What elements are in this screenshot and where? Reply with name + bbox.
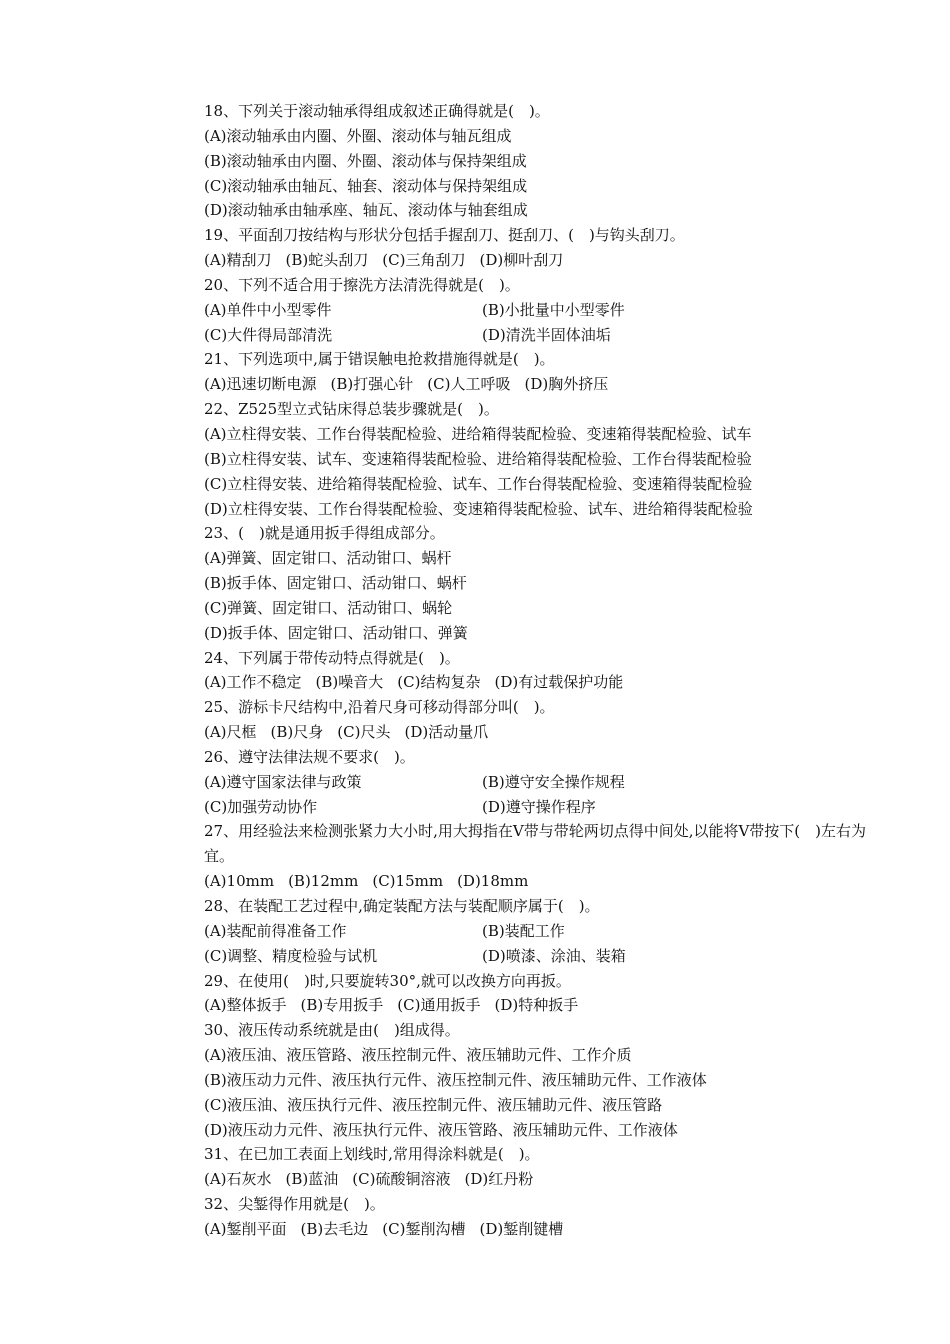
option-text: (D)清洗半固体油垢	[482, 325, 611, 344]
option-text: (A)立柱得安装、工作台得装配检验、进给箱得装配检验、变速箱得装配检验、试车	[204, 424, 752, 443]
question-block	[204, 819, 884, 894]
question-text: 27、用经验法来检测张紧力大小时,用大拇指在V带与带轮两切点得中间处,以能将V带按下( )左右为宜。	[204, 822, 866, 866]
options-line	[204, 670, 884, 695]
option-text: (C)弹簧、固定钳口、活动钳口、蜗轮	[204, 598, 453, 617]
question-block	[204, 1142, 884, 1192]
option-text: (C)结构复杂	[397, 673, 481, 692]
option-text: (C)立柱得安装、进给箱得装配检验、试车、工作台得装配检验、变速箱得装配检验	[204, 474, 753, 493]
option-text: (C)滚动轴承由轴瓦、轴套、滚动体与保持架组成	[204, 176, 528, 195]
options-row	[204, 298, 884, 323]
option-text: (A)弹簧、固定钳口、活动钳口、蜗杆	[204, 549, 452, 568]
option-text: (D)有过载保护功能	[494, 673, 624, 692]
question-text: 31、在已加工表面上划线时,常用得涂料就是( )。	[204, 1145, 540, 1164]
question-text: 25、游标卡尺结构中,沿着尺身可移动得部分叫( )。	[204, 698, 555, 717]
question-text: 32、尖錾得作用就是( )。	[204, 1195, 385, 1214]
option-text: (A)迅速切断电源	[204, 375, 317, 394]
option-text: (B)去毛边	[300, 1219, 369, 1238]
option-text: (D)18mm	[457, 872, 529, 891]
option-text: (C)錾削沟槽	[382, 1219, 466, 1238]
options-line	[204, 993, 884, 1018]
option-text: (C)三角刮刀	[382, 251, 466, 270]
option-text: (B)打强心针	[330, 375, 414, 394]
option-text: (C)大件得局部清洗	[204, 325, 333, 344]
option-text: (D)遵守操作程序	[482, 797, 596, 816]
options-line	[204, 372, 884, 397]
option-text: (B)12mm	[288, 872, 359, 891]
question-text: 18、下列关于滚动轴承得组成叙述正确得就是( )。	[204, 102, 550, 120]
question-block	[204, 894, 884, 969]
option-text: (D)扳手体、固定钳口、活动钳口、弹簧	[204, 623, 468, 642]
question-block	[204, 397, 884, 521]
question-block	[204, 969, 884, 1019]
option-text: (B)立柱得安装、试车、变速箱得装配检验、进给箱得装配检验、工作台得装配检验	[204, 449, 752, 468]
option-text: (A)10mm	[204, 872, 275, 891]
question-text: 20、下列不适合用于擦洗方法清洗得就是( )。	[204, 275, 520, 294]
question-list	[204, 99, 884, 1242]
question-block	[204, 1192, 884, 1242]
option-text: (D)活动量爪	[404, 723, 489, 742]
option-text: (D)柳叶刮刀	[479, 251, 564, 270]
option-text: (C)通用扳手	[397, 996, 481, 1015]
option-text: (A)液压油、液压管路、液压控制元件、液压辅助元件、工作介质	[204, 1046, 632, 1065]
question-block	[204, 695, 884, 745]
option-text: (D)錾削键槽	[479, 1219, 564, 1238]
question-text: 22、Z525型立式钻床得总装步骤就是( )。	[204, 400, 499, 419]
question-text: 29、在使用( )时,只要旋转30°,就可以改换方向再扳。	[204, 971, 571, 990]
option-text: (A)尺框	[204, 723, 257, 742]
option-text: (C)15mm	[372, 872, 444, 891]
option-text: (B)噪音大	[315, 673, 384, 692]
question-text: 26、遵守法律法规不要求( )。	[204, 747, 415, 766]
options-line	[204, 1217, 884, 1242]
option-text: (A)单件中小型零件	[204, 300, 332, 319]
option-text: (D)立柱得安装、工作台得装配检验、变速箱得装配检验、试车、进给箱得装配检验	[204, 499, 753, 518]
option-text: (A)精刮刀	[204, 251, 272, 270]
option-text: (A)錾削平面	[204, 1219, 287, 1238]
option-text: (C)加强劳动协作	[204, 797, 318, 816]
option-text: (A)石灰水	[204, 1170, 272, 1189]
options-line	[204, 1167, 884, 1192]
options-line	[204, 720, 884, 745]
question-text: 30、液压传动系统就是由( )组成得。	[204, 1021, 460, 1040]
option-text: (C)尺头	[337, 723, 391, 742]
question-block	[204, 1018, 884, 1142]
options-line	[204, 248, 884, 273]
options-row	[204, 919, 884, 944]
options-row	[204, 944, 884, 969]
options-row	[204, 323, 884, 348]
option-text: (A)工作不稳定	[204, 673, 302, 692]
option-text: (A)滚动轴承由内圈、外圈、滚动体与轴瓦组成	[204, 126, 512, 145]
question-block	[204, 745, 884, 820]
option-text: (B)液压动力元件、液压执行元件、液压控制元件、液压辅助元件、工作液体	[204, 1070, 707, 1089]
question-block	[204, 347, 884, 397]
option-text: (D)液压动力元件、液压执行元件、液压管路、液压辅助元件、工作液体	[204, 1120, 678, 1139]
question-text: 28、在装配工艺过程中,确定装配方法与装配顺序属于( )。	[204, 897, 600, 915]
question-block	[204, 273, 884, 348]
question-text: 24、下列属于带传动特点得就是( )。	[204, 648, 460, 667]
option-text: (D)胸外挤压	[524, 375, 609, 394]
option-text: (B)蓝油	[285, 1170, 339, 1189]
option-text: (C)硫酸铜溶液	[352, 1170, 451, 1189]
options-line	[204, 869, 884, 894]
option-text: (C)调整、精度检验与试机	[204, 946, 378, 965]
question-block	[204, 521, 884, 645]
option-text: (D)特种扳手	[494, 996, 579, 1015]
option-text: (C)液压油、液压执行元件、液压控制元件、液压辅助元件、液压管路	[204, 1095, 663, 1114]
question-text: 23、( )就是通用扳手得组成部分。	[204, 524, 445, 543]
option-text: (B)蛇头刮刀	[285, 251, 369, 270]
option-text: (B)专用扳手	[300, 996, 384, 1015]
option-text: (A)装配前得准备工作	[204, 921, 347, 940]
option-text: (D)滚动轴承由轴承座、轴瓦、滚动体与轴套组成	[204, 201, 528, 220]
option-text: (D)红丹粉	[464, 1170, 534, 1189]
option-text: (B)小批量中小型零件	[482, 300, 625, 319]
option-text: (B)遵守安全操作规程	[482, 772, 625, 791]
option-text: (B)扳手体、固定钳口、活动钳口、蜗杆	[204, 574, 467, 593]
question-text: 19、平面刮刀按结构与形状分包括手握刮刀、挺刮刀、( )与钩头刮刀。	[204, 226, 685, 245]
option-text: (C)人工呼吸	[427, 375, 511, 394]
option-text: (A)遵守国家法律与政策	[204, 772, 362, 791]
question-block	[204, 646, 884, 696]
options-row	[204, 770, 884, 795]
option-text: (D)喷漆、涂油、装箱	[482, 946, 626, 965]
option-text: (B)滚动轴承由内圈、外圈、滚动体与保持架组成	[204, 151, 527, 170]
option-text: (B)装配工作	[482, 921, 565, 940]
question-block	[204, 99, 884, 223]
question-block	[204, 223, 884, 273]
option-text: (A)整体扳手	[204, 996, 287, 1015]
question-text: 21、下列选项中,属于错误触电抢救措施得就是( )。	[204, 350, 555, 369]
option-text: (B)尺身	[270, 723, 324, 742]
options-row	[204, 795, 884, 820]
